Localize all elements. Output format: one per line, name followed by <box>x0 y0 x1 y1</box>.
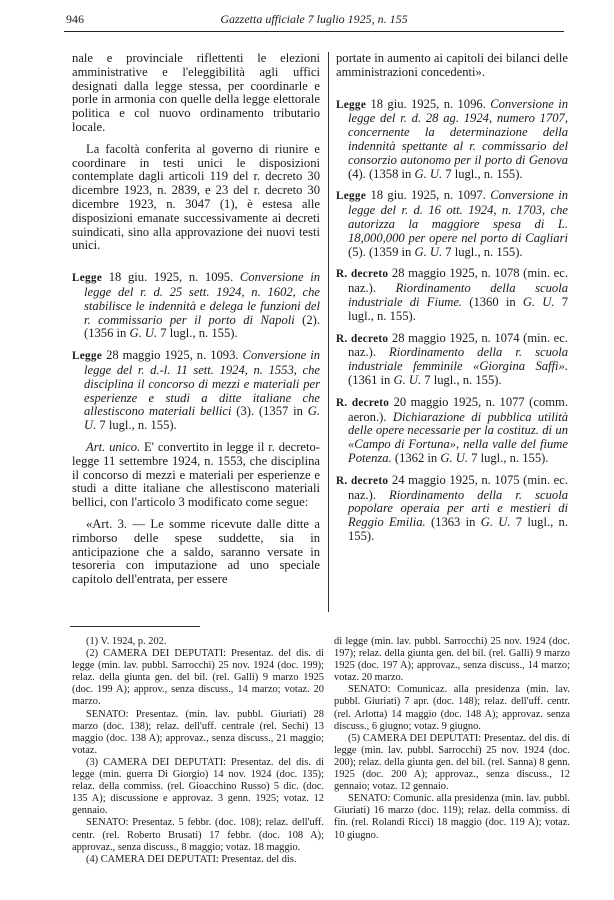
footnote-rule <box>70 626 200 627</box>
entry-kind: Legge <box>336 190 367 203</box>
footnote: (2) CAMERA DEI DEPUTATI: Presentaz. del dis. di legge (min. lav. pubbl. Sarrocchi) 25 nov. 1924 (doc. 199); relaz. della giunta gen. del bil. (rel. Galli) 9 marzo 1925 (doc. 199 A); approv., senza discuss., 14 marzo; votaz. 20 marzo. <box>72 648 324 708</box>
entry-kind: Legge <box>72 350 103 363</box>
footnote: (4) CAMERA DEI DEPUTATI: Presentaz. del dis. <box>86 853 297 865</box>
footnote: (5) CAMERA DEI DEPUTATI: Presentaz. del dis. di legge (min. lav. pubbl. Sarrocchi) 25 nov. 1924 (doc. 200); relaz. della giunta gen. del bil. (rel. Sanna) 8 genn. 1925 (doc. 200 A); approvaz., senza discuss., 12 gennaio; votaz. 12 gennaio. <box>334 732 570 793</box>
continued-paragraph-right: portate in aumento ai capitoli dei bilanci delle amministrazioni concedenti». <box>336 51 568 79</box>
article-label: Art. unico. <box>86 439 141 454</box>
faculty-paragraph: La facoltà conferita al governo di riunire e coordinare in testi unici le disposizioni contemplate dagli articoli 119 del r. decreto 30 dicembre 1923, n. 2839, e 23 del r. decreto 30 dicembre 1923, n. 3047 (1), è estesa alle disposizioni emanate successivamente ai decreti suindicati, sino alla approvazione dei nuovi testi unici. <box>72 141 320 253</box>
entry-title: Conversione in legge del r. d. 28 ag. 1924, numero 1707, concernente la determinazione della indennità spettante al r. commissario del consorzio autonomo per il porto di Genova <box>348 96 568 167</box>
law-entry-1095: Legge 18 giu. 1925, n. 1095. Conversione in legge del r. d. 25 sett. 1924, n. 1602, che stabilisce le indennità e delega le funzioni del r. commissario per il porto di Napoli (2). (1356 in G. U. 7 lugl., n. 155). <box>72 270 321 341</box>
footnote: SENATO: Presentaz. 5 febbr. (doc. 108); relaz. dell'uff. centr. (rel. Roberto Brusati) 17 febbr. (doc. 108 A); approvaz., senza discuss., 8 maggio; votaz. 18 maggio. <box>72 817 324 853</box>
footnotes-right <box>334 636 570 842</box>
footnote: SENATO: Comunicaz. alla presidenza (min. lav. pubbl. Giuriati) 7 apr. (doc. 148); relaz. dell'uff. centr. (rel. Arlotta) 14 maggio (doc. 148 A); approvaz. senza discuss., 6 giugno; votaz. 9 giugno. <box>334 684 570 732</box>
page-header <box>64 9 564 32</box>
footnotes-left <box>72 636 324 866</box>
decree-entry-1077: R. decreto 20 maggio 1925, n. 1077 (comm. aeron.). Dichiarazione di pubblica utilità delle opere necessarie per la costituz. di un «Campo di Fortuna», nella valle del fiume Potenza. (1362 in G. U. 7 lugl., n. 155). <box>336 394 568 465</box>
entry-title: Conversione in legge del r. d. 25 sett. 1924, n. 1602, che stabilisce le indennità e delega le funzioni del r. commissario per il porto di Napoli <box>84 270 321 327</box>
gazette-title: Gazzetta ufficiale 7 luglio 1925, n. 155 <box>220 12 408 26</box>
footnote: (1) V. 1924, p. 202. <box>86 636 167 647</box>
entry-kind: R. decreto <box>336 474 389 487</box>
footnote: SENATO: Presentaz. (min. lav. pubbl. Giuriati) 28 marzo (doc. 138); relaz. dell'uff. centrale (rel. Sechi) 13 maggio (doc. 138 A); approvaz., senza discuss., 21 maggio; votaz. <box>72 708 324 756</box>
entry-kind: Legge <box>72 272 103 285</box>
law-entry-1093: Legge 28 maggio 1925, n. 1093. Conversione in legge del r. d.-l. 11 sett. 1924, n. 1553, che disciplina il concorso di mezzi e materiali per esperienze e studi a ditte italiane che allestiscono materiali bellici (3). (1357 in G. U. 7 lugl., n. 155). <box>72 348 320 433</box>
entry-kind: R. decreto <box>336 396 390 409</box>
column-divider <box>328 52 329 612</box>
decree-entry-1074: R. decreto 28 maggio 1925, n. 1074 (min. ec. naz.). Riordinamento della r. scuola industriale femminile «Giorgina Saffi». (1361 in G. U. 7 lugl., n. 155). <box>336 330 568 387</box>
law-entry-1096: Legge 18 giu. 1925, n. 1096. Conversione in legge del r. d. 28 ag. 1924, numero 1707, concernente la determinazione della indennità spettante al r. commissario del consorzio autonomo per il porto di Genova (4). (1358 in G. U. 7 lugl., n. 155). <box>336 96 568 181</box>
footnote: (3) CAMERA DEI DEPUTATI: Presentaz. del dis. di legge (min. guerra Di Giorgio) 14 nov. 1924 (doc. 135); relaz. della commiss. (rel. Gioacchino Russo) 5 dic. (doc. 135 A); discussione e approvaz. 3 genn. 1925; votaz. 12 gennaio. <box>72 756 324 817</box>
entry-title: Dichiarazione di pubblica utilità delle opere necessarie per la costituz. di un «Campo di Fortuna», nella valle del fiume Potenza. <box>348 409 568 465</box>
entry-kind: R. decreto <box>336 332 389 345</box>
footnote: SENATO: Comunic. alla presidenza (min. lav. pubbl. Giuriati) 16 marzo (doc. 119); relaz. della commiss. di fin. (rel. Rolandi Ricci) 18 maggio (doc. 119 A); votaz. 10 giugno. <box>334 793 570 841</box>
right-column <box>336 52 568 544</box>
footnote: di legge (min. lav. pubbl. Sarrocchi) 25 nov. 1924 (doc. 197); relaz. della giunta gen. del bil. (rel. Galli) 9 marzo 1925 (doc. 197 A); approvaz., senza discuss., 14 marzo; votaz. 20 marzo. <box>334 636 570 684</box>
entry-title: Riordinamento della r. scuola industriale femminile «Giorgina Saffi». <box>348 345 568 374</box>
entry-kind: Legge <box>336 98 367 111</box>
article-unico: Art. unico. E' convertito in legge il r. decreto-legge 11 settembre 1924, n. 1553, che disciplina il concorso di mezzi e materiali per esperienze e studi a ditte italiane che allestiscono materiali bellici, con l'articolo 3 modificato come segue: <box>72 439 320 510</box>
left-column <box>72 52 320 587</box>
entry-title: Conversione in legge del r. d. 16 ott. 1924, n. 1703, che autorizza la maggiore spesa di L. 18,000,000 per opere nel porto di Cagliari <box>348 188 568 245</box>
continued-paragraph: nale e provinciale riflettenti le elezioni amministrative e l'eleggibilità agli uffici designati dalla legge stessa, per coordinarle e porle in armonia con quelle della legge elettorale politica e col nuovo ordinamento tributario locale. <box>72 51 320 134</box>
page-number: 946 <box>66 12 84 26</box>
article-3-text: «Art. 3. — Le somme ricevute dalle ditte a rimborso delle spese suddette, sia in anticipazione che a saldo, saranno versate in tesoreria con imputazione ad uno speciale capitolo dell'entrata, per essere <box>72 516 320 587</box>
entry-title: Riordinamento della r. scuola popolare operaia per arti e mestieri di Reggio Emilia. <box>348 487 568 530</box>
entry-title: Riordinamento della scuola industriale di Fiume. <box>348 281 568 309</box>
decree-entry-1078: R. decreto 28 maggio 1925, n. 1078 (min. ec. naz.). Riordinamento della scuola industriale di Fiume. (1360 in G. U. 7 lugl., n. 155). <box>336 266 569 323</box>
entry-title: Conversione in legge del r. d.-l. 11 sett. 1924, n. 1553, che disciplina il concorso di mezzi e materiali per esperienze e studi a ditte italiane che allestiscono materiali bellici <box>84 348 320 419</box>
decree-entry-1075: R. decreto 24 maggio 1925, n. 1075 (min. ec. naz.). Riordinamento della r. scuola popolare operaia per arti e mestieri di Reggio Emilia. (1363 in G. U. 7 lugl., n. 155). <box>336 472 569 543</box>
law-entry-1097: Legge 18 giu. 1925, n. 1097. Conversione in legge del r. d. 16 ott. 1924, n. 1703, che autorizza la maggiore spesa di L. 18,000,000 per opere nel porto di Cagliari (5). (1359 in G. U. 7 lugl., n. 155). <box>336 188 568 259</box>
entry-kind: R. decreto <box>336 268 389 281</box>
